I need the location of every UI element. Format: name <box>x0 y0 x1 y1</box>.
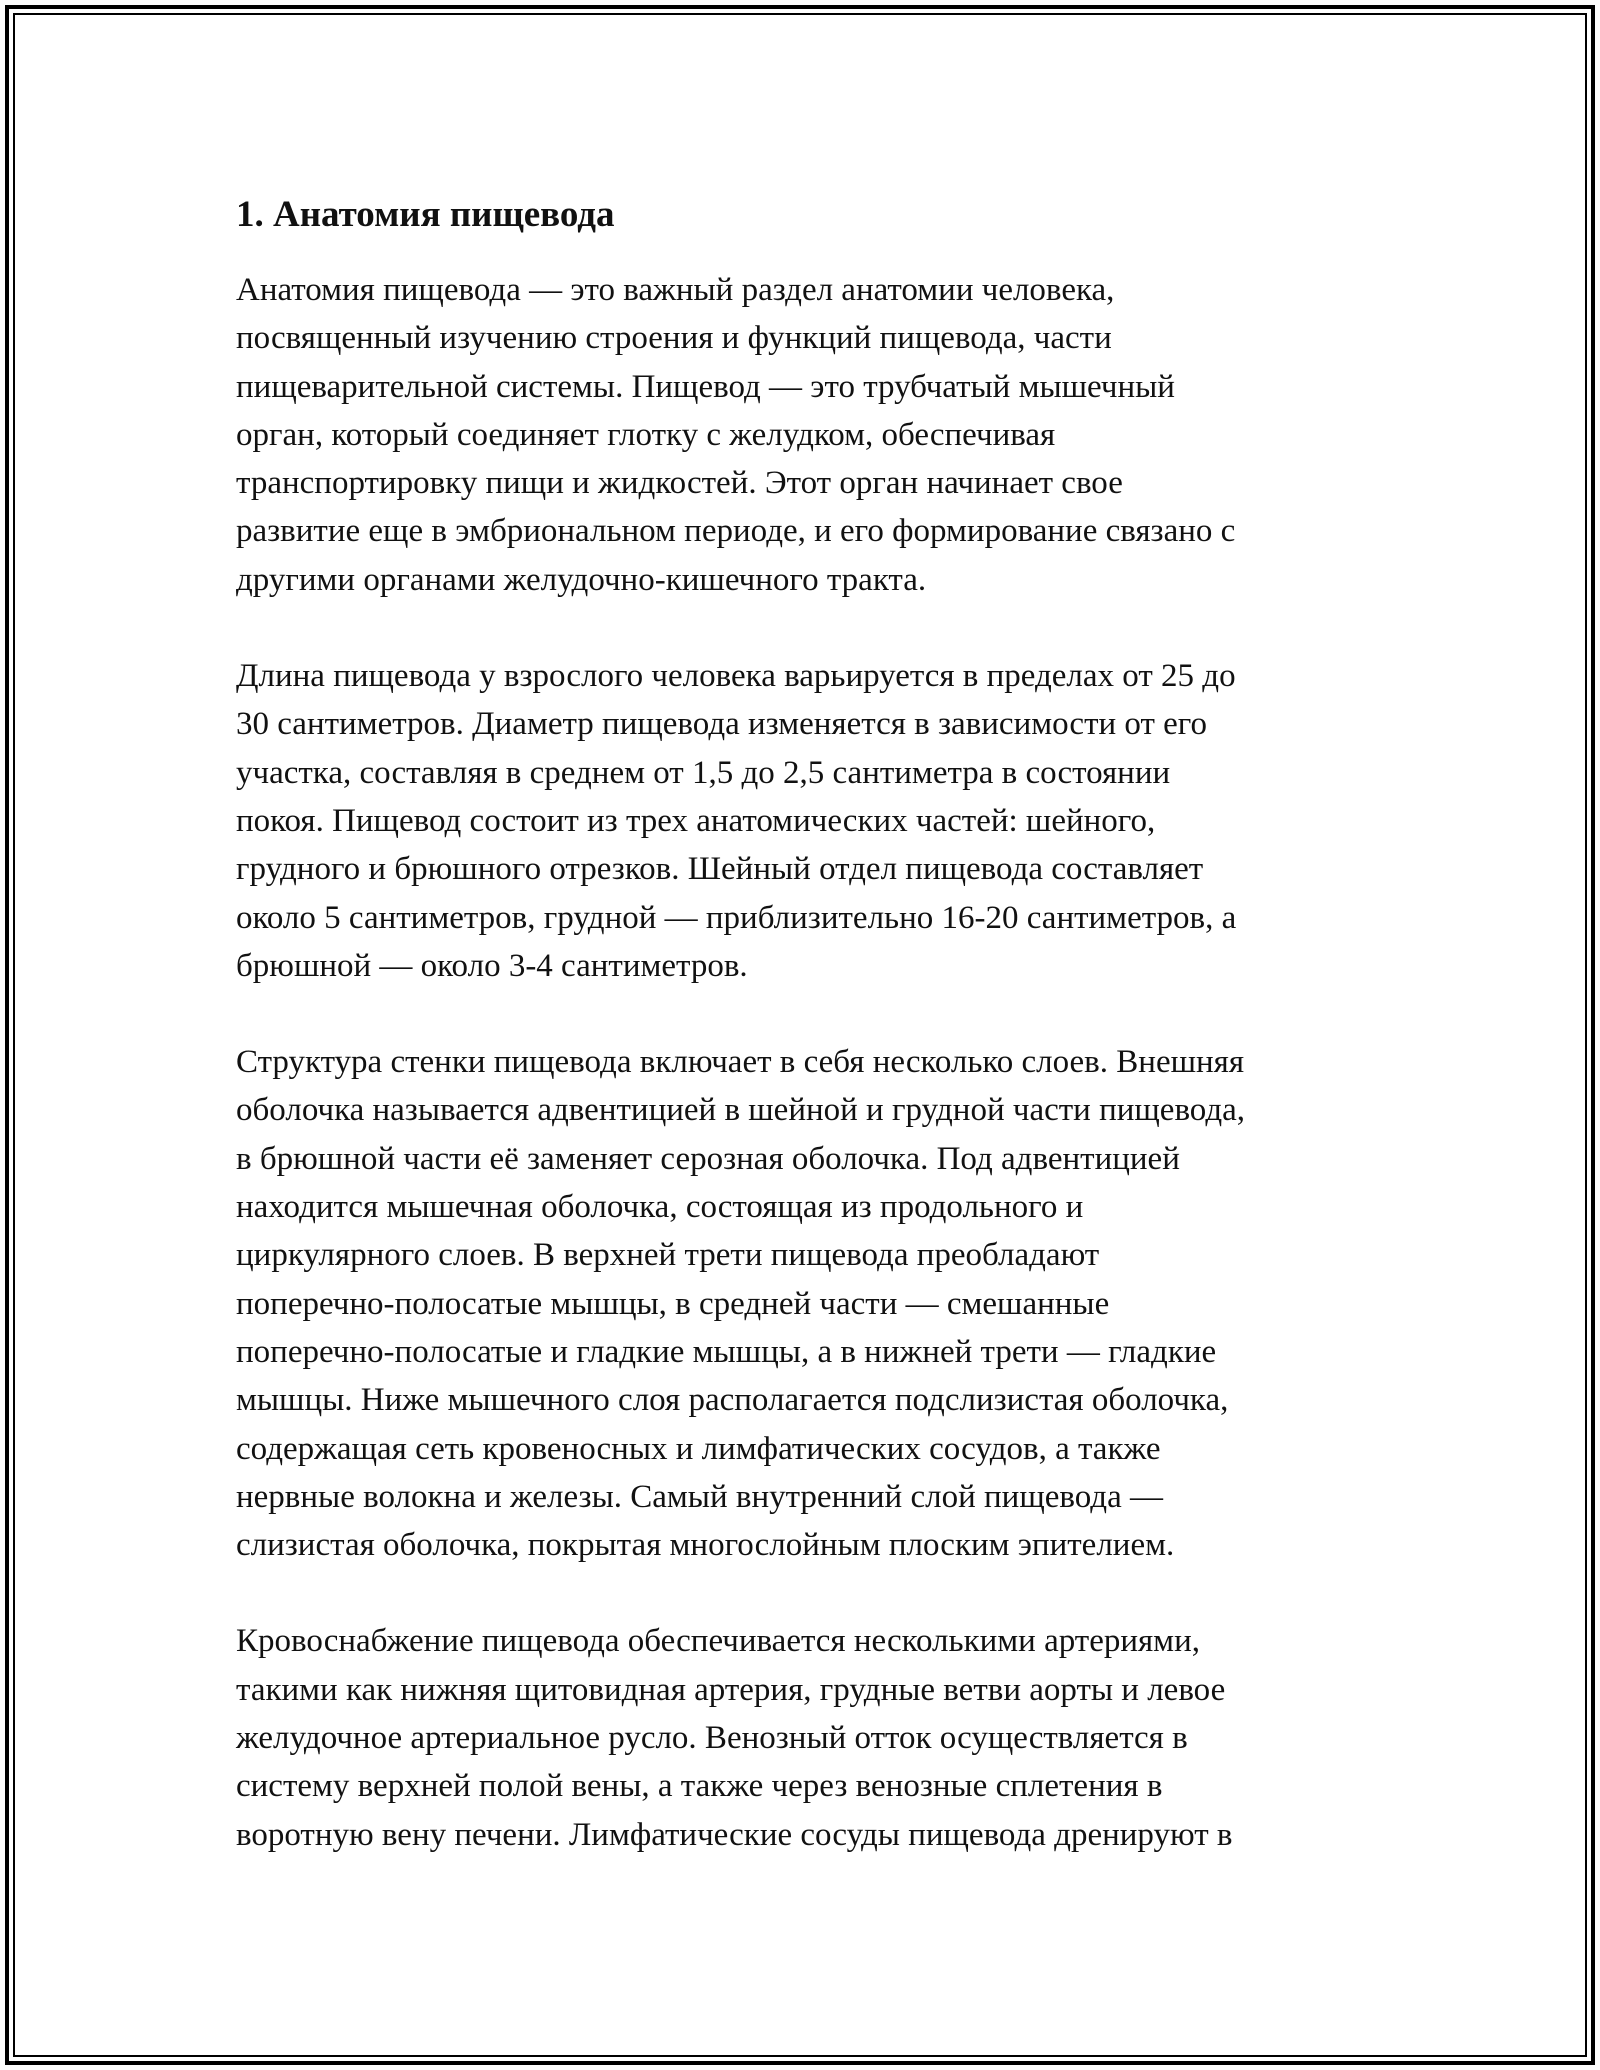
text-line: систему верхней полой вены, а также через венозные сплетения в <box>236 1768 1163 1805</box>
text-line: оболочка называется адвентицией в шейной и грудной части пищевода, <box>236 1092 1246 1129</box>
text-line: циркулярного слоев. В верхней трети пищевода преобладают <box>236 1237 1100 1274</box>
text-line: развитие еще в эмбриональном периоде, и его формирование связано с <box>236 513 1236 550</box>
text-line: находится мышечная оболочка, состоящая из продольного и <box>236 1189 1084 1226</box>
text-line: около 5 сантиметров, грудной — приблизительно 16-20 сантиметров, а <box>236 899 1237 936</box>
text-line: пищеварительной системы. Пищевод — это трубчатый мышечный <box>236 368 1175 405</box>
text-line: поперечно-полосатые и гладкие мышцы, а в нижней трети — гладкие <box>236 1333 1217 1370</box>
text-line: Анатомия пищевода — это важный раздел анатомии человека, <box>236 272 1115 308</box>
text-line: мышцы. Ниже мышечного слоя располагается подслизистая оболочка, <box>236 1382 1229 1419</box>
text-line: посвященный изучению строения и функций пищевода, части <box>236 320 1112 357</box>
text-line: другими органами желудочно-кишечного тракта. <box>236 561 927 598</box>
paragraph <box>236 1038 1386 1569</box>
text-line: транспортировку пищи и жидкостей. Этот орган начинает свое <box>236 465 1123 502</box>
text-line: Структура стенки пищевода включает в себя несколько слоев. Внешняя <box>236 1044 1245 1081</box>
text-line: брюшной — около 3-4 сантиметров. <box>236 947 748 984</box>
text-line: нервные волокна и железы. Самый внутренний слой пищевода — <box>236 1478 1163 1515</box>
paragraph <box>236 652 1386 990</box>
paragraph <box>236 266 1386 604</box>
text-line: орган, который соединяет глотку с желудком, обеспечивая <box>236 416 1056 453</box>
text-line: воротную вену печени. Лимфатические сосуды пищевода дренируют в <box>236 1816 1233 1853</box>
text-line: участка, составляя в среднем от 1,5 до 2,5 сантиметра в состоянии <box>236 754 1171 791</box>
text-line: слизистая оболочка, покрытая многослойным плоским эпителием. <box>236 1527 1175 1564</box>
section-heading: 1. Анатомия пищевода <box>236 194 615 235</box>
paragraph <box>236 1617 1386 1858</box>
document-body <box>236 186 1386 1907</box>
text-line: в брюшной части её заменяет серозная оболочка. Под адвентицией <box>236 1140 1180 1177</box>
text-line: Длина пищевода у взрослого человека варьируется в пределах от 25 до <box>236 658 1236 695</box>
text-line: такими как нижняя щитовидная артерия, грудные ветви аорты и левое <box>236 1671 1226 1708</box>
text-line: грудного и брюшного отрезков. Шейный отдел пищевода составляет <box>236 851 1204 888</box>
text-line: Кровоснабжение пищевода обеспечивается несколькими артериями, <box>236 1623 1200 1660</box>
text-line: покоя. Пищевод состоит из трех анатомических частей: шейного, <box>236 802 1156 839</box>
text-line: поперечно-полосатые мышцы, в средней части — смешанные <box>236 1285 1110 1322</box>
paragraph-list <box>236 266 1386 1859</box>
text-line: 30 сантиметров. Диаметр пищевода изменяется в зависимости от его <box>236 706 1208 743</box>
text-line: содержащая сеть кровеносных и лимфатических сосудов, а также <box>236 1430 1161 1467</box>
text-line: желудочное артериальное русло. Венозный отток осуществляется в <box>236 1720 1188 1757</box>
